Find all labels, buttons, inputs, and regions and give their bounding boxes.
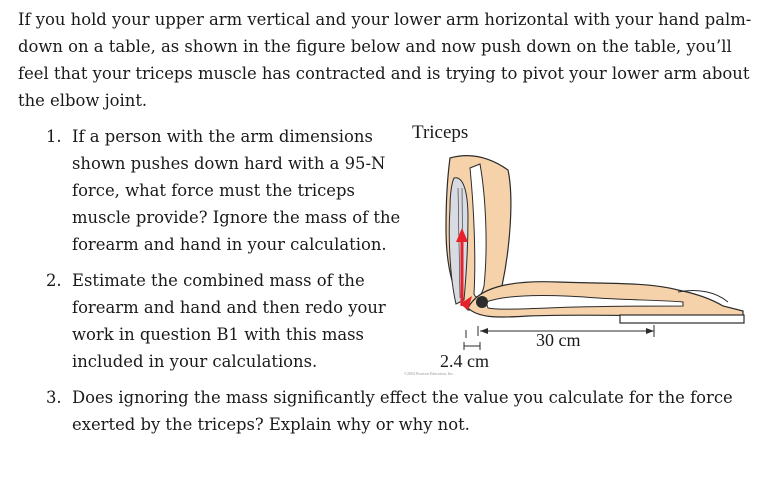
table	[620, 315, 744, 323]
arm-figure	[398, 118, 758, 388]
question-2-number: 2.	[46, 271, 62, 290]
question-3-text: Does ignoring the mass significantly effect the value you calculate for the force exerted by the triceps? Explain why or why not.	[72, 388, 733, 434]
question-2-text: Estimate the combined mass of the forearm and hand and then redo your work in question B1 with this mass included in your calculations.	[72, 271, 386, 371]
dimension-30cm-label: 30 cm	[536, 330, 581, 350]
elbow-joint	[476, 296, 488, 308]
question-3-number: 3.	[46, 388, 62, 407]
dimension-2-4cm-label: 2.4 cm	[440, 351, 489, 371]
question-1-number: 1.	[46, 127, 62, 146]
copyright-note: ©2004 Pearson Education, Inc.	[404, 371, 455, 376]
problem-intro: If you hold your upper arm vertical and your lower arm horizontal with your hand palm-down on a table, as shown in the figure below and now push down on the table, you’ll feel that your triceps muscle has contracted and is trying to pivot your lower arm about the elbow joint.	[18, 10, 752, 110]
triceps-label: Triceps	[412, 122, 469, 143]
question-1-text: If a person with the arm dimensions shown pushes down hard with a 95-N force, what force must the triceps muscle provide? Ignore the mass of the forearm and hand in your calculation.	[72, 127, 401, 254]
